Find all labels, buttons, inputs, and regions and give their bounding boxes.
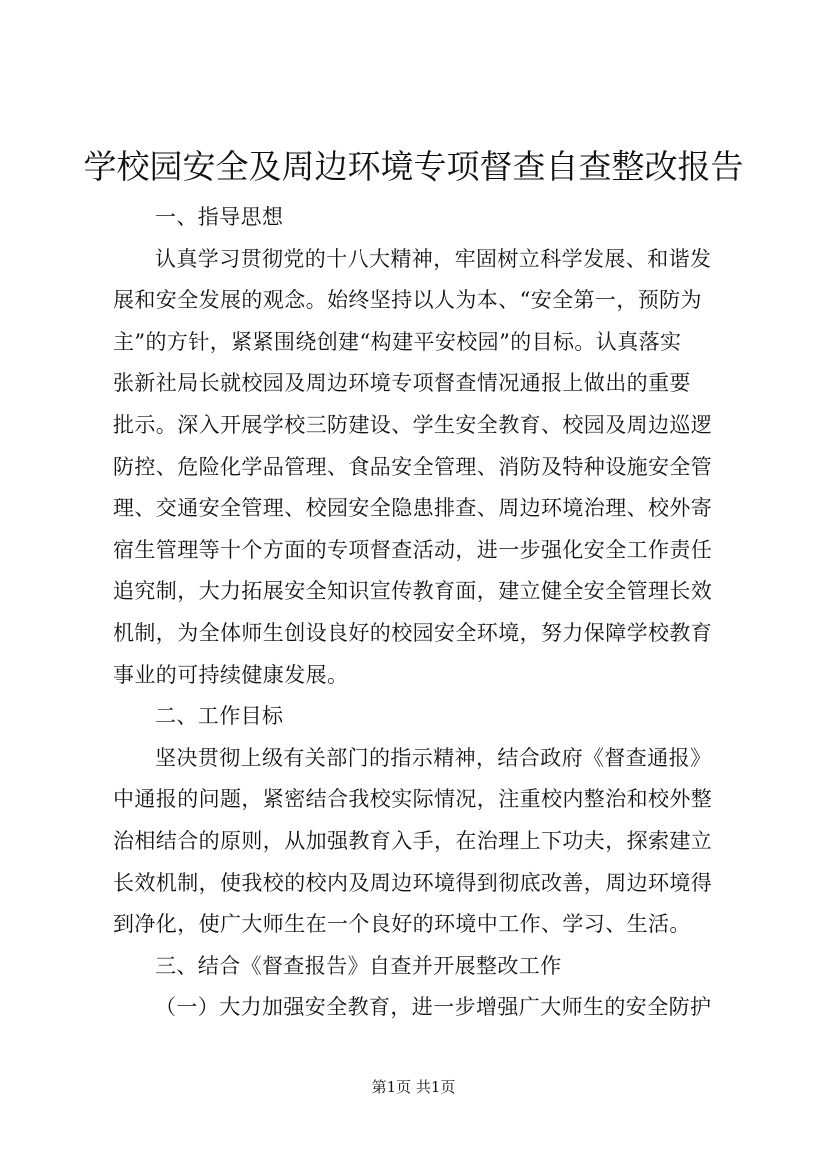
paragraph-line: 张新社局长就校园及周边环境专项督查情况通报上做出的重要 bbox=[113, 371, 691, 396]
section-heading: 三、结合《督查报告》自查并开展整改工作 bbox=[155, 953, 562, 978]
paragraph-line: 防控、危险化学品管理、食品安全管理、消防及特种设施安全管 bbox=[113, 454, 713, 479]
paragraph-line: 坚决贯彻上级有关部门的指示精神，结合政府《督查通报》 bbox=[155, 745, 712, 770]
document-title: 学校园安全及周边环境专项督查自查整改报告 bbox=[83, 147, 744, 186]
paragraph-line: 认真学习贯彻党的十八大精神，牢固树立科学发展、和谐发 bbox=[155, 246, 712, 271]
paragraph-line: 展和安全发展的观念。始终坚持以人为本、“安全第一，预防为 bbox=[113, 288, 702, 313]
paragraph-line: 追究制，大力拓展安全知识宣传教育面，建立健全安全管理长效 bbox=[113, 579, 713, 604]
paragraph-line: 机制，为全体师生创设良好的校园安全环境，努力保障学校教育 bbox=[113, 620, 713, 645]
paragraph-line: 治相结合的原则，从加强教育入手，在治理上下功夫，探索建立 bbox=[113, 828, 713, 853]
section-heading: 一、指导思想 bbox=[155, 205, 284, 229]
paragraph-line: 长效机制，使我校的校内及周边环境得到彻底改善，周边环境得 bbox=[113, 870, 713, 895]
paragraph-line: 主”的方针，紧紧围绕创建“构建平安校园”的目标。认真落实 bbox=[113, 329, 682, 354]
paragraph-line: 中通报的问题，紧密结合我校实际情况，注重校内整治和校外整 bbox=[113, 787, 713, 812]
page-number-label: 第1页 共1页 bbox=[371, 1078, 456, 1096]
page-footer bbox=[0, 1077, 827, 1097]
paragraph-line: 理、交通安全管理、校园安全隐患排查、周边环境治理、校外寄 bbox=[113, 496, 713, 521]
paragraph-line: 宿生管理等十个方面的专项督查活动，进一步强化安全工作责任 bbox=[113, 537, 713, 562]
paragraph-line: 到净化，使广大师生在一个良好的环境中工作、学习、生活。 bbox=[113, 912, 691, 937]
paragraph-line: 批示。深入开展学校三防建设、学生安全教育、校园及周边巡逻 bbox=[113, 412, 713, 437]
paragraph-line: （一）大力加强安全教育，进一步增强广大师生的安全防护 bbox=[155, 995, 712, 1020]
paragraph-line: 事业的可持续健康发展。 bbox=[113, 662, 349, 687]
section-heading: 二、工作目标 bbox=[155, 704, 284, 729]
document-body bbox=[113, 197, 715, 1029]
